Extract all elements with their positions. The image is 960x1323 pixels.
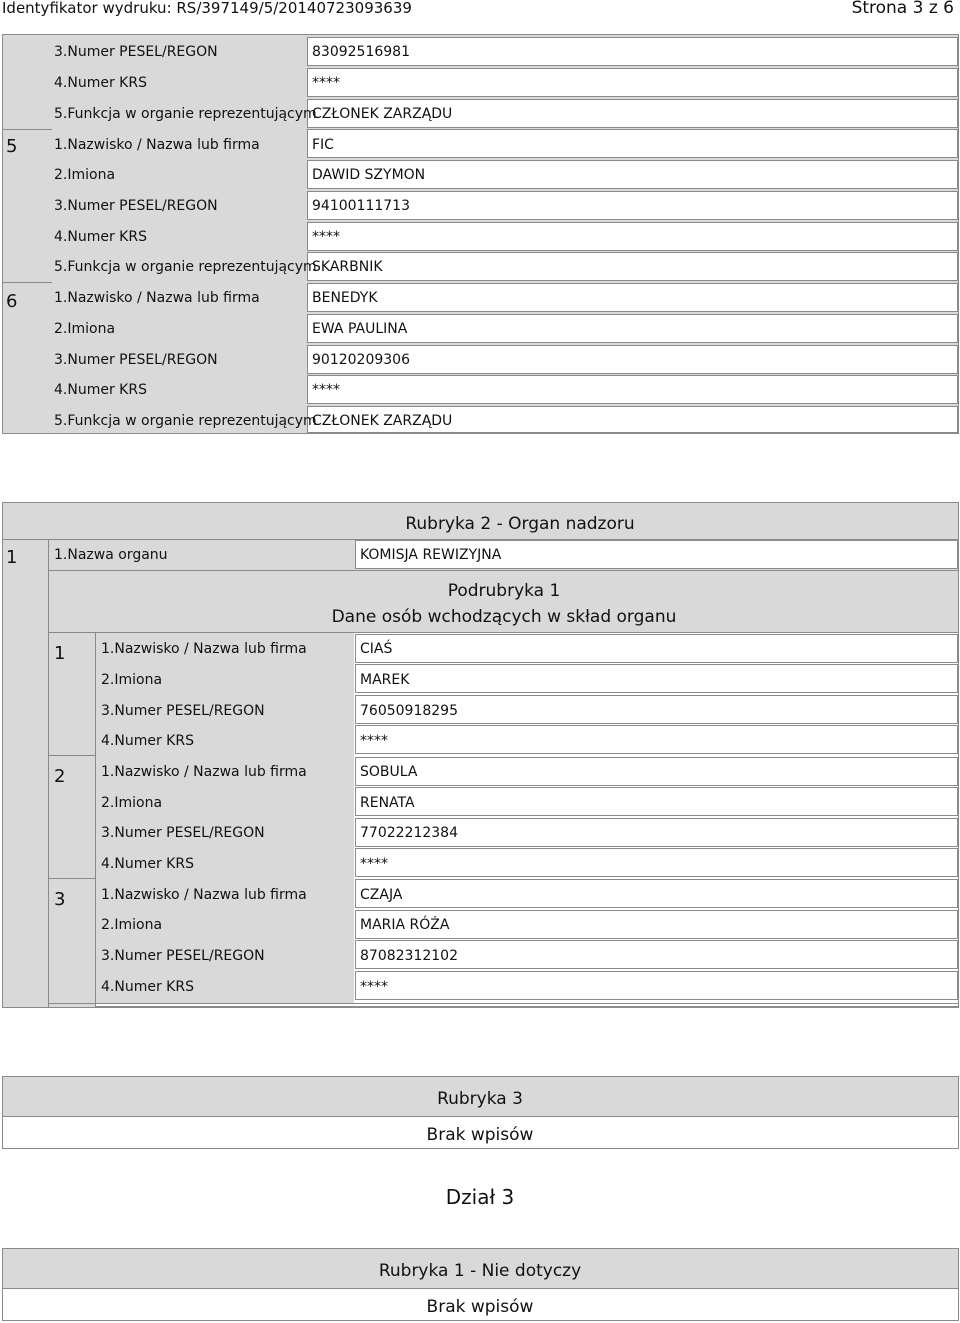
field-label: 1.Nazwisko / Nazwa lub firma [54,290,260,306]
section-title: Dział 3 [445,1185,515,1209]
field-label: 1.Nazwisko / Nazwa lub firma [101,764,307,780]
row-divider [49,755,96,756]
value-cell [307,375,958,404]
field-value: BENEDYK [312,290,378,306]
member-index: 6 [6,291,18,312]
field-value: FIC [312,137,334,153]
row-divider [49,878,96,879]
organ-value: KOMISJA REWIZYJNA [360,547,502,563]
value-cell [307,222,958,251]
field-label: 4.Numer KRS [54,382,147,398]
field-value: **** [312,229,340,245]
person-index: 1 [54,643,66,664]
rubryka3-text: Brak wpisów [426,1125,534,1145]
field-label: 2.Imiona [101,672,163,688]
field-label: 2.Imiona [54,321,116,337]
person-index: 3 [54,889,66,910]
field-label: 3.Numer PESEL/REGON [54,44,218,60]
field-value: CZAJA [360,887,403,903]
value-cell [355,725,958,754]
field-value: RENATA [360,795,415,811]
field-label: 4.Numer KRS [54,75,147,91]
row-divider [49,1003,959,1004]
subrubryka-subtitle: Dane osób wchodzących w skład organu [331,607,677,627]
field-value: MARIA RÓŻA [360,917,450,933]
organ-label: 1.Nazwa organu [54,547,168,563]
field-label: 1.Nazwisko / Nazwa lub firma [54,137,260,153]
value-cell [355,971,958,1000]
field-label: 3.Numer PESEL/REGON [54,352,218,368]
field-label: 4.Numer KRS [54,229,147,245]
field-label: 4.Numer KRS [101,733,194,749]
rubryka3-title: Rubryka 3 [437,1089,523,1109]
field-label: 5.Funkcja w organie reprezentującym [54,106,317,122]
value-cell [307,68,958,97]
field-value: **** [360,733,388,749]
field-value: CIAŚ [360,641,393,657]
field-value: 77022212384 [360,825,458,841]
value-cell [307,129,958,158]
field-value: 83092516981 [312,44,410,60]
subrubryka-title: Podrubryka 1 [447,581,561,601]
field-label: 4.Numer KRS [101,979,194,995]
value-cell [355,879,958,908]
field-value: EWA PAULINA [312,321,408,337]
rubryka2-title: Rubryka 2 - Organ nadzoru [405,514,635,534]
field-value: CZŁONEK ZARZĄDU [312,106,453,122]
rubryka1-text: Brak wpisów [426,1297,534,1317]
value-cell [307,283,958,312]
field-label: 1.Nazwisko / Nazwa lub firma [101,641,307,657]
rubryka1-title: Rubryka 1 - Nie dotyczy [378,1261,582,1281]
member-index: 5 [6,136,18,157]
field-value: 76050918295 [360,703,458,719]
field-label: 3.Numer PESEL/REGON [101,703,265,719]
field-value: 90120209306 [312,352,410,368]
field-value: SKARBNIK [312,259,383,275]
field-value: **** [312,382,340,398]
field-label: 2.Imiona [54,167,116,183]
print-identifier: Identyfikator wydruku: RS/397149/5/20140723093639 [2,0,412,17]
field-label: 3.Numer PESEL/REGON [54,198,218,214]
field-value: DAWID SZYMON [312,167,426,183]
field-value: **** [360,979,388,995]
person-index-column [49,633,96,1007]
person-index: 2 [54,766,66,787]
field-value: MAREK [360,672,410,688]
field-label: 2.Imiona [101,795,163,811]
value-cell [355,757,958,786]
field-value: 94100111713 [312,198,410,214]
value-cell [307,252,958,281]
field-label: 3.Numer PESEL/REGON [101,825,265,841]
field-value: SOBULA [360,764,418,780]
field-value: **** [312,75,340,91]
value-cell [355,848,958,877]
field-value: CZŁONEK ZARZĄDU [312,413,453,429]
field-label: 4.Numer KRS [101,856,194,872]
field-label: 5.Funkcja w organie reprezentującym [54,413,317,429]
field-label: 1.Nazwisko / Nazwa lub firma [101,887,307,903]
value-cell [355,787,958,816]
value-cell [355,634,958,663]
row-divider [2,129,52,130]
field-label: 5.Funkcja w organie reprezentującym [54,259,317,275]
row-divider [2,282,52,283]
value-cell [355,664,958,693]
organ-index: 1 [6,547,18,568]
field-value: 87082312102 [360,948,458,964]
field-value: **** [360,856,388,872]
page-number: Strona 3 z 6 [851,0,954,18]
row-divider [48,570,959,571]
field-label: 3.Numer PESEL/REGON [101,948,265,964]
field-label: 2.Imiona [101,917,163,933]
